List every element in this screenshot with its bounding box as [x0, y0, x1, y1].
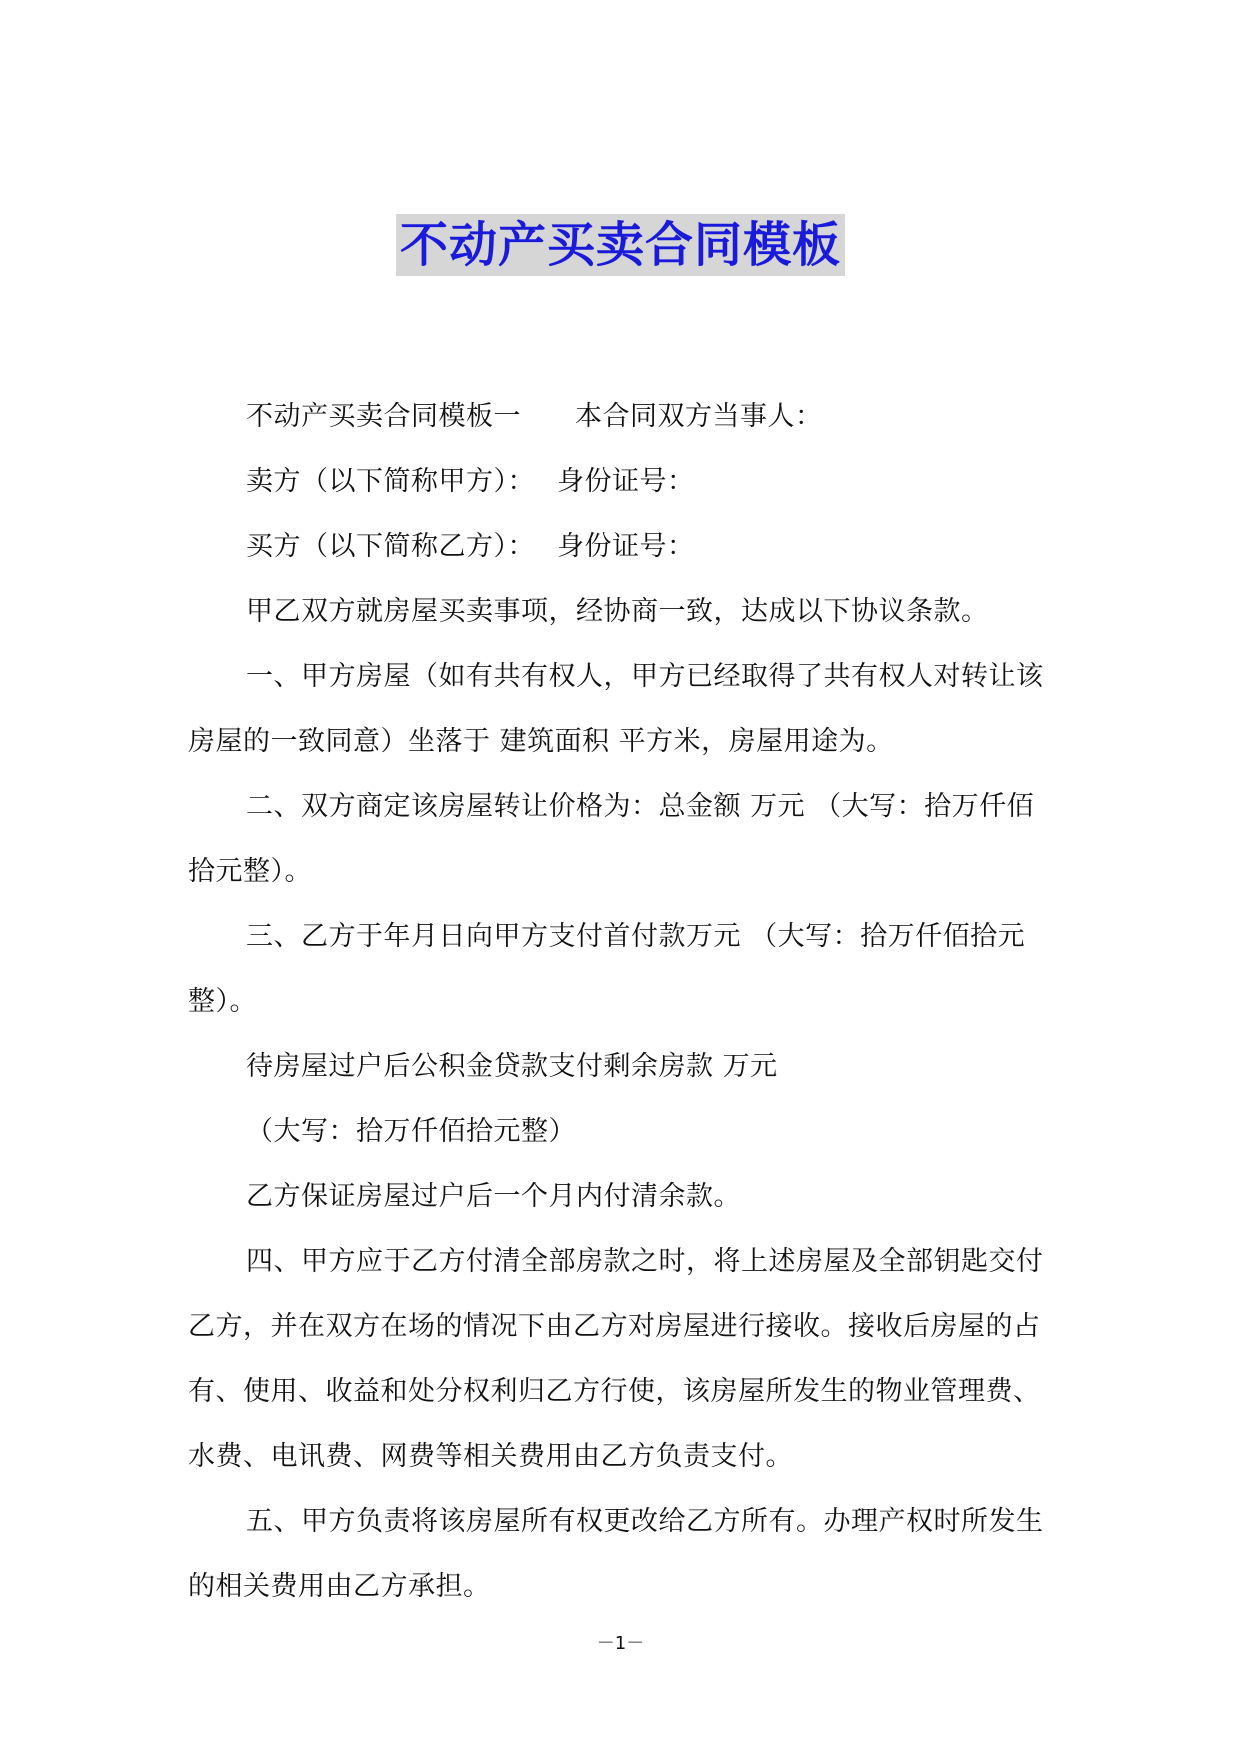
paragraph: 待房屋过户后公积金贷款支付剩余房款 万元: [246, 1051, 778, 1082]
intro-right: 本合同双方当事人：: [575, 401, 823, 432]
paragraph: 二、双方商定该房屋转让价格为：总金额 万元 （大写：拾万仟佰拾元整）。: [188, 791, 1035, 887]
paragraph: 一、甲方房屋（如有共有权人，甲方已经取得了共有权人对转让该房屋的一致同意）坐落于 建筑面积 平方米，房屋用途为。: [188, 661, 1044, 757]
document-title: 不动产买卖合同模板: [396, 214, 845, 276]
buyer-id: 身份证号：: [557, 531, 695, 562]
paragraph: 五、甲方负责将该房屋所有权更改给乙方所有。办理产权时所发生的相关费用由乙方承担。: [188, 1506, 1044, 1602]
intro-line: [188, 384, 1056, 449]
paragraph: 三、乙方于年月日向甲方支付首付款万元 （大写：拾万仟佰拾元整）。: [188, 921, 1026, 1017]
seller-line: [188, 449, 1056, 514]
paragraph: 四、甲方应于乙方付清全部房款之时，将上述房屋及全部钥匙交付乙方，并在双方在场的情况下由乙方对房屋进行接收。接收后房屋的占有、使用、收益和处分权利归乙方行使，该房屋所发生的物业管理费、水费、电讯费、网费等相关费用由乙方负责支付。: [188, 1246, 1044, 1472]
buyer-line: [188, 514, 1056, 579]
seller-id: 身份证号：: [557, 466, 695, 497]
seller-label: 卖方（以下简称甲方）：: [246, 466, 535, 497]
paragraph: （大写：拾万仟佰拾元整）: [246, 1116, 576, 1147]
paragraph: 甲乙双方就房屋买卖事项，经协商一致，达成以下协议条款。: [246, 596, 989, 627]
paragraph: 乙方保证房屋过户后一个月内付清余款。: [246, 1181, 741, 1212]
title-wrap: [0, 214, 1241, 276]
page-number: －1－: [596, 1633, 645, 1654]
intro-left: 不动产买卖合同模板一: [246, 401, 521, 432]
document-body: [188, 384, 1056, 1619]
buyer-label: 买方（以下简称乙方）：: [246, 531, 535, 562]
